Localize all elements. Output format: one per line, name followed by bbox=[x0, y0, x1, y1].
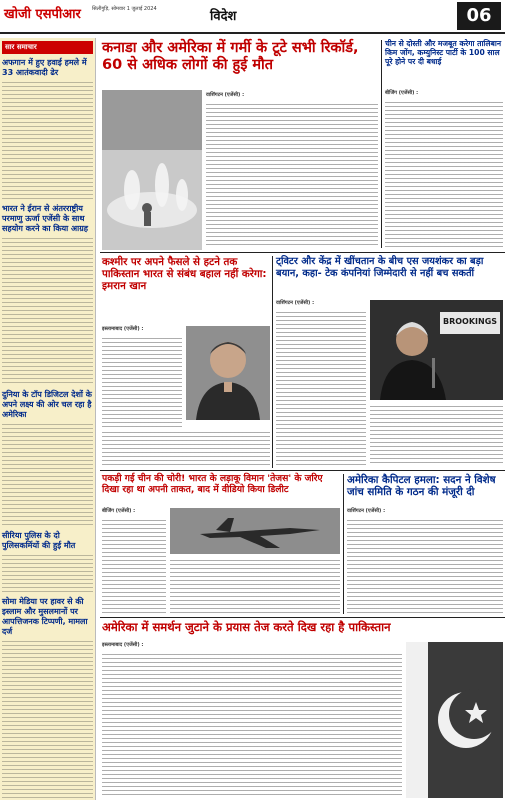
imran-body bbox=[102, 336, 182, 428]
spy-byline: बीजिंग (एजेंसी) : bbox=[102, 508, 136, 514]
brief-body bbox=[2, 422, 93, 527]
china-body bbox=[385, 100, 503, 248]
china-headline: चीन से दोस्ती और मजबूत करेगा तालिबान किम जोंग, कम्युनिस्ट पार्टी के 100 साल पूरे होने पर दी बधाई bbox=[385, 39, 502, 66]
divider bbox=[100, 617, 505, 618]
capitol-headline: अमेरिका कैपिटल हमला: सदन ने विशेष जांच समिति के गठन की मंजूरी दी bbox=[347, 474, 496, 499]
divider bbox=[381, 40, 382, 248]
brief-body bbox=[2, 639, 93, 800]
brief-headline: सीरिया पुलिस के दो पुलिसकर्मियों की हुई मौत bbox=[2, 531, 76, 550]
divider bbox=[100, 252, 505, 253]
spy-body bbox=[102, 518, 166, 614]
imran-body-cont bbox=[102, 430, 270, 466]
brief-headline: अफगान में हुए हवाई हमले में 33 आतंकवादी ढेर bbox=[2, 58, 87, 77]
china-byline: बीजिंग (एजेंसी) : bbox=[385, 90, 419, 96]
twitter-byline: वाशिंगटन (एजेंसी) : bbox=[276, 300, 315, 306]
brief-body bbox=[2, 80, 93, 200]
masthead: खोजी एसपीआर bbox=[4, 7, 81, 22]
brief-body bbox=[2, 236, 93, 386]
jet-photo bbox=[170, 508, 340, 554]
brief-headline: सोमा मेडिया पर हावर से की इस्लाम और मुसलमानों पर आपत्तिजनक टिप्पणी, मामला दर्ज bbox=[2, 597, 88, 636]
twitter-body bbox=[276, 310, 366, 466]
capitol-byline: वाशिंगटन (एजेंसी) : bbox=[347, 508, 386, 514]
capitol-body bbox=[347, 518, 503, 614]
twitter-headline: ट्विटर और केंद्र में खींचतान के बीच एस जयशंकर का बड़ा बयान, कहा- टेक कंपनियां जिम्मेदारी से नहीं बच सकतीं bbox=[276, 256, 484, 279]
brief-headline: दुनिया के टॉप डिजिटल देशों के अपने लक्ष्य की ओर चल रहा है अमेरिका bbox=[2, 390, 92, 419]
bottom-byline: इस्लामाबाद (एजेंसी) : bbox=[102, 642, 144, 648]
bottom-headline: अमेरिका में समर्थन जुटाने के प्रयास तेज करते दिख रहा है पाकिस्तान bbox=[102, 620, 391, 634]
brief-headline: भारत ने ईरान से अंतरराष्ट्रीय परमाणु ऊर्जा एजेंसी के साथ सहयोग करने का किया आग्रह bbox=[2, 204, 88, 233]
divider bbox=[343, 474, 344, 614]
brookings-sign: BROOKINGS bbox=[442, 317, 498, 326]
lead-headline: कनाडा और अमेरिका में गर्मी के टूटे सभी रिकॉर्ड, 60 से अधिक लोगों की हुई मौत bbox=[102, 40, 359, 74]
news-brief-title: सार समाचार bbox=[2, 41, 93, 54]
twitter-body-cont bbox=[370, 404, 503, 466]
dateline: सिलीगुड़ि, सोमवार 1 जुलाई 2024 bbox=[92, 6, 157, 12]
imran-headline: कश्मीर पर अपने फैसले से हटने तक पाकिस्तान भारत से संबंध बहाल नहीं करेगा: इमरान खान bbox=[102, 256, 267, 293]
brief-body bbox=[2, 553, 93, 593]
lead-body bbox=[206, 102, 378, 247]
page-number: 06 bbox=[457, 2, 501, 30]
jaishankar-photo bbox=[370, 300, 503, 400]
spy-headline: पकड़ी गई चीन की चोरी! भारत के लड़ाकू विमान 'तेजस' के जरिए दिखा रहा था अपनी ताकत, बाद में वीडियो किया डिलीट bbox=[102, 473, 323, 495]
imran-photo bbox=[186, 326, 270, 420]
left-news-column bbox=[0, 38, 96, 800]
bottom-body bbox=[102, 652, 402, 798]
divider bbox=[100, 470, 505, 471]
section-title: विदेश bbox=[210, 9, 237, 24]
divider bbox=[272, 256, 273, 468]
spy-body-cont bbox=[170, 558, 340, 614]
lead-byline: वाशिंगटन (एजेंसी) : bbox=[206, 92, 245, 98]
fountain-photo bbox=[102, 90, 202, 250]
pakistan-flag bbox=[406, 642, 503, 798]
imran-byline: इस्लामाबाद (एजेंसी) : bbox=[102, 326, 144, 332]
page-header bbox=[0, 0, 505, 34]
